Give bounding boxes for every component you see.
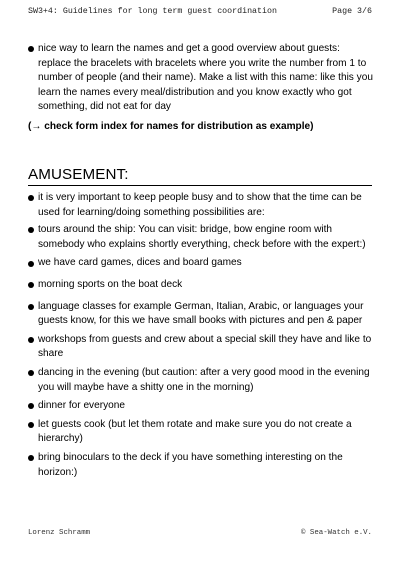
list-item-text: nice way to learn the names and get a good overview about guests: replace the bracelets with bracelets where you write the number from 1 to number of people (and their name). Make a list with this name: like this you learn the names every meal/distribution and you know exactly who got something, did not eat for day	[38, 43, 373, 113]
list-item-text: it is very important to keep people busy and to show that the time can be used for learning/doing something possibilities are:	[38, 192, 362, 218]
list-item	[28, 418, 373, 447]
list-item	[28, 399, 373, 414]
list-item	[28, 333, 373, 362]
list-item-text: workshops from guests and crew about a special skill they have and like to share	[38, 333, 372, 360]
author-name: Lorenz Schramm	[28, 529, 91, 537]
list-item-text: language classes for example German, Italian, Arabic, or languages your guests know, for this we have small books with pictures and pen & paper	[38, 300, 364, 327]
list-item	[28, 42, 373, 115]
list-item	[28, 278, 373, 293]
intro-section	[28, 42, 373, 134]
form-index-note: (→ check form index for names for distribution as example)	[28, 120, 314, 132]
list-item-text: morning sports on the boat deck	[38, 278, 183, 290]
bullet-icon	[28, 46, 34, 52]
bullet-icon	[28, 422, 34, 428]
list-item-text: dinner for everyone	[38, 400, 125, 412]
section-heading-block	[28, 166, 373, 184]
list-item	[28, 223, 373, 252]
list-item	[28, 451, 373, 480]
list-item	[28, 256, 373, 271]
bullet-icon	[28, 282, 34, 288]
page-header	[28, 7, 372, 19]
bullet-icon	[28, 370, 34, 376]
list-item-text: tours around the ship: You can visit: bridge, bow engine room with somebody who explains shortly everything, check before with the expert:)	[38, 224, 366, 250]
heading-divider	[28, 185, 372, 186]
amusement-bullet-list	[28, 191, 373, 480]
copyright-notice: © Sea-Watch e.V.	[301, 529, 372, 537]
list-item	[28, 366, 373, 395]
amusement-section	[28, 191, 373, 480]
list-item-text: dancing in the evening (but caution: after a very good mood in the evening you will maybe have a shitty one in the morning)	[38, 366, 370, 393]
list-item-text: let guests cook (but let them rotate and make sure you do not create a hierarchy)	[38, 418, 352, 445]
section-heading: AMUSEMENT:	[28, 166, 129, 183]
bullet-icon	[28, 195, 34, 201]
document-title: SW3+4: Guidelines for long term guest coordination	[28, 7, 277, 16]
list-item	[28, 300, 373, 329]
bullet-icon	[28, 455, 34, 461]
bullet-icon	[28, 227, 34, 233]
bullet-icon	[28, 261, 34, 267]
intro-bullet-list	[28, 42, 373, 115]
list-item-text: we have card games, dices and board games	[38, 257, 242, 269]
list-item	[28, 191, 373, 220]
page-number: Page 3/6	[332, 7, 372, 16]
page-footer	[28, 529, 372, 541]
list-item-text: bring binoculars to the deck if you have something interesting on the horizon:)	[38, 451, 343, 478]
bullet-icon	[28, 304, 34, 310]
bullet-icon	[28, 337, 34, 343]
bullet-icon	[28, 403, 34, 409]
